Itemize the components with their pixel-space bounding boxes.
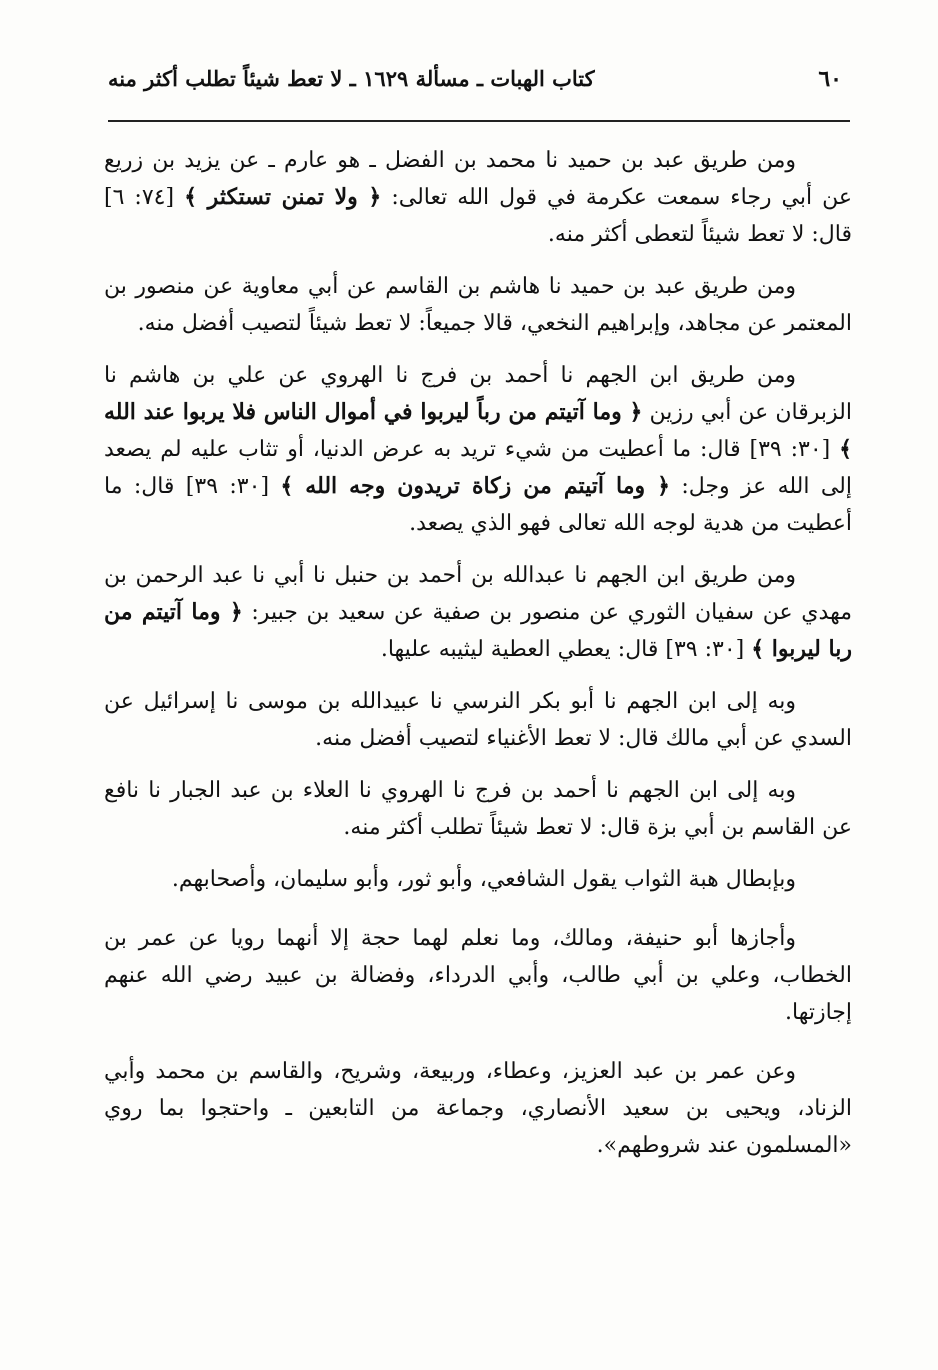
paragraph-3 — [104, 357, 852, 542]
quran-quote: ﴿ وما آتيتم من رباً ليربوا في أموال الناس فلا يربوا عند الله ﴾ — [104, 399, 852, 462]
paragraph-text: وبه إلى ابن الجهم نا أبو بكر النرسي نا عبيدالله بن موسى نا إسرائيل عن السدي عن أبي مالك قال: لا تعط الأغنياء لتصيب أفضل منه. — [104, 689, 852, 751]
paragraph-4 — [104, 557, 852, 668]
page-number: ٦٠ — [818, 66, 842, 92]
paragraph-text: [٧٤: ٦] قال: لا تعط شيئاً لتعطى أكثر منه. — [104, 185, 852, 247]
quran-quote: ﴿ ولا تمنن تستكثر ﴾ — [184, 184, 382, 210]
paragraph-text: ومن طريق عبد بن حميد نا محمد بن الفضل ـ هو عارم ـ عن يزيد بن زريع عن أبي رجاء سمعت عكرمة في قول الله تعالى: — [104, 148, 853, 210]
paragraph-text: ومن طريق عبد بن حميد نا هاشم بن القاسم عن أبي معاوية عن منصور بن المعتمر عن مجاهد، وإبراهيم النخعي، قالا جميعاً: لا تعط شيئاً لتصيب أفضل منه. — [104, 274, 852, 336]
paragraph-6 — [104, 772, 852, 846]
quran-quote: ﴿ وما آتيتم من زكاة تريدون وجه الله ﴾ — [280, 473, 670, 499]
paragraph-text: [٣٠: ٣٩] قال: ما أعطيت من شيء تريد به عرض الدنيا، أو تثاب عليه لم يصعد إلى الله عز وجل: — [104, 437, 852, 499]
paragraph-text: وأجازها أبو حنيفة، ومالك، وما نعلم لهما حجة إلا أنهما رويا عن عمر بن الخطاب، وعلي بن أبي طالب، وأبي الدرداء، وفضالة بن عبيد رضي الله عنهم إجازتها. — [104, 926, 852, 1025]
paragraph-1 — [104, 142, 852, 253]
paragraph-text: ومن طريق ابن الجهم نا عبدالله بن أحمد بن حنبل نا أبي نا عبد الرحمن بن مهدي عن سفيان الثوري عن منصور بن صفية عن سعيد بن جبير: — [104, 563, 852, 625]
page-body — [104, 142, 852, 1179]
paragraph-9 — [104, 1053, 852, 1164]
quran-quote: ﴿ وما آتيتم من ربا ليربوا ﴾ — [104, 599, 852, 662]
paragraph-text: وبه إلى ابن الجهم نا أحمد بن فرج نا الهروي نا العلاء بن عبد الجبار نا نافع عن القاسم بن أبي بزة قال: لا تعط شيئاً تطلب أكثر منه. — [104, 778, 852, 840]
paragraph-text: ومن طريق ابن الجهم نا أحمد بن فرج نا الهروي عن علي بن هاشم نا الزبرقان عن أبي رزين — [104, 363, 852, 425]
paragraph-text: [٣٠: ٣٩] قال: يعطي العطية ليثيبه عليها. — [380, 637, 752, 662]
paragraph-8 — [104, 920, 852, 1031]
page-header — [108, 58, 850, 116]
header-rule — [108, 120, 850, 122]
paragraph-text: وبإبطال هبة الثواب يقول الشافعي، وأبو ثور، وأبو سليمان، وأصحابهم. — [171, 867, 796, 892]
paragraph-text: وعن عمر بن عبد العزيز، وعطاء، وربيعة، وشريح، والقاسم بن محمد وأبي الزناد، ويحيى بن سعيد الأنصاري، وجماعة من التابعين ـ واحتجوا بما روي «المسلمون عند شروطهم». — [104, 1059, 852, 1158]
paragraph-5 — [104, 683, 852, 757]
running-title: كتاب الهبات ـ مسألة ١٦٢٩ ـ لا تعط شيئاً تطلب أكثر منه — [108, 66, 595, 91]
paragraph-text: [٣٠: ٣٩] قال: ما أعطيت من هدية لوجه الله تعالى فهو الذي يصعد. — [104, 474, 852, 536]
paragraph-2 — [104, 268, 852, 342]
paragraph-7 — [104, 861, 852, 898]
